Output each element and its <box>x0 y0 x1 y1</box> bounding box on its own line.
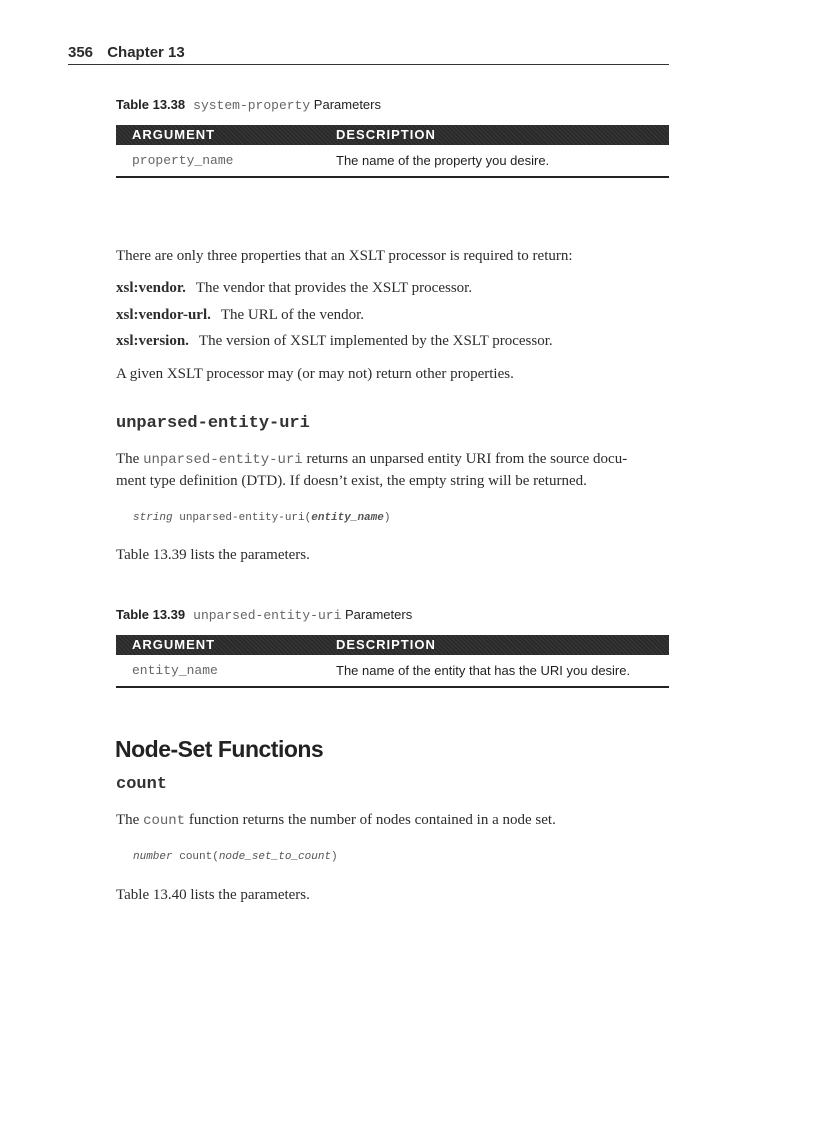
table-row <box>116 145 669 178</box>
inline-code: count <box>143 813 186 829</box>
section-heading-node-set-functions: Node-Set Functions <box>115 736 324 762</box>
return-type: number <box>133 851 173 863</box>
function-signature <box>133 512 390 524</box>
description-cell: The name of the property you desire. <box>336 153 550 168</box>
table-13-39-caption <box>116 607 412 623</box>
inline-code: unparsed-entity-uri <box>143 452 303 468</box>
running-head <box>68 44 669 65</box>
table-suffix: Parameters <box>345 607 413 622</box>
function-name: count( <box>179 851 219 863</box>
property-item <box>116 331 672 352</box>
property-text: The version of XSLT implemented by the XSLT processor. <box>198 333 553 349</box>
table-code: system-property <box>193 98 311 113</box>
text-run: function returns the number of nodes contained in a node set. <box>188 812 556 828</box>
parameter-name: entity_name <box>311 512 384 524</box>
column-header-description: DESCRIPTION <box>336 637 436 652</box>
chapter-title: Chapter 13 <box>107 44 185 61</box>
subheading-count: count <box>116 775 168 794</box>
text-run: ment type definition (DTD). If doesn’t exist, the empty string will be returned. <box>116 473 587 489</box>
page-number: 356 <box>68 44 94 61</box>
close-paren: ) <box>383 512 391 524</box>
table-13-38-caption <box>116 97 381 113</box>
table-code: unparsed-entity-uri <box>193 608 342 623</box>
table-reference: Table 13.40 lists the parameters. <box>116 887 310 903</box>
text-run: The <box>116 812 140 828</box>
property-term: xsl:vendor. <box>116 280 186 296</box>
table-header <box>116 125 669 145</box>
table-header <box>116 635 669 655</box>
property-item <box>116 278 672 299</box>
function-signature <box>133 851 338 863</box>
parameter-name: node_set_to_count <box>218 851 332 863</box>
close-paren: ) <box>331 851 338 863</box>
property-term: xsl:version. <box>116 333 189 349</box>
unparsed-paragraph <box>116 449 672 492</box>
property-item <box>116 305 672 326</box>
section-heading-unparsed-entity-uri: unparsed-entity-uri <box>116 414 310 433</box>
table-row <box>116 655 669 688</box>
column-header-argument: ARGUMENT <box>132 637 216 652</box>
argument-cell: property_name <box>132 153 234 168</box>
table-13-39 <box>116 635 669 688</box>
column-header-argument: ARGUMENT <box>132 127 216 142</box>
note-paragraph: A given XSLT processor may (or may not) return other properties. <box>116 366 514 382</box>
table-reference: Table 13.39 lists the parameters. <box>116 547 310 563</box>
column-header-description: DESCRIPTION <box>336 127 436 142</box>
count-paragraph <box>116 810 672 832</box>
intro-paragraph: There are only three properties that an XSLT processor is required to return: <box>116 248 573 264</box>
function-name: unparsed-entity-uri( <box>179 512 312 524</box>
property-text: The URL of the vendor. <box>220 307 365 323</box>
return-type: string <box>133 512 173 524</box>
table-label: Table 13.39 <box>116 607 186 622</box>
table-13-38 <box>116 125 669 178</box>
property-term: xsl:vendor-url. <box>116 307 211 323</box>
text-run: The <box>116 451 140 467</box>
property-text: The vendor that provides the XSLT processor. <box>195 280 473 296</box>
argument-cell: entity_name <box>132 663 218 678</box>
table-label: Table 13.38 <box>116 97 186 112</box>
description-cell: The name of the entity that has the URI you desire. <box>336 663 631 678</box>
table-suffix: Parameters <box>313 97 381 112</box>
text-run: returns an unparsed entity URI from the source docu- <box>306 451 628 467</box>
